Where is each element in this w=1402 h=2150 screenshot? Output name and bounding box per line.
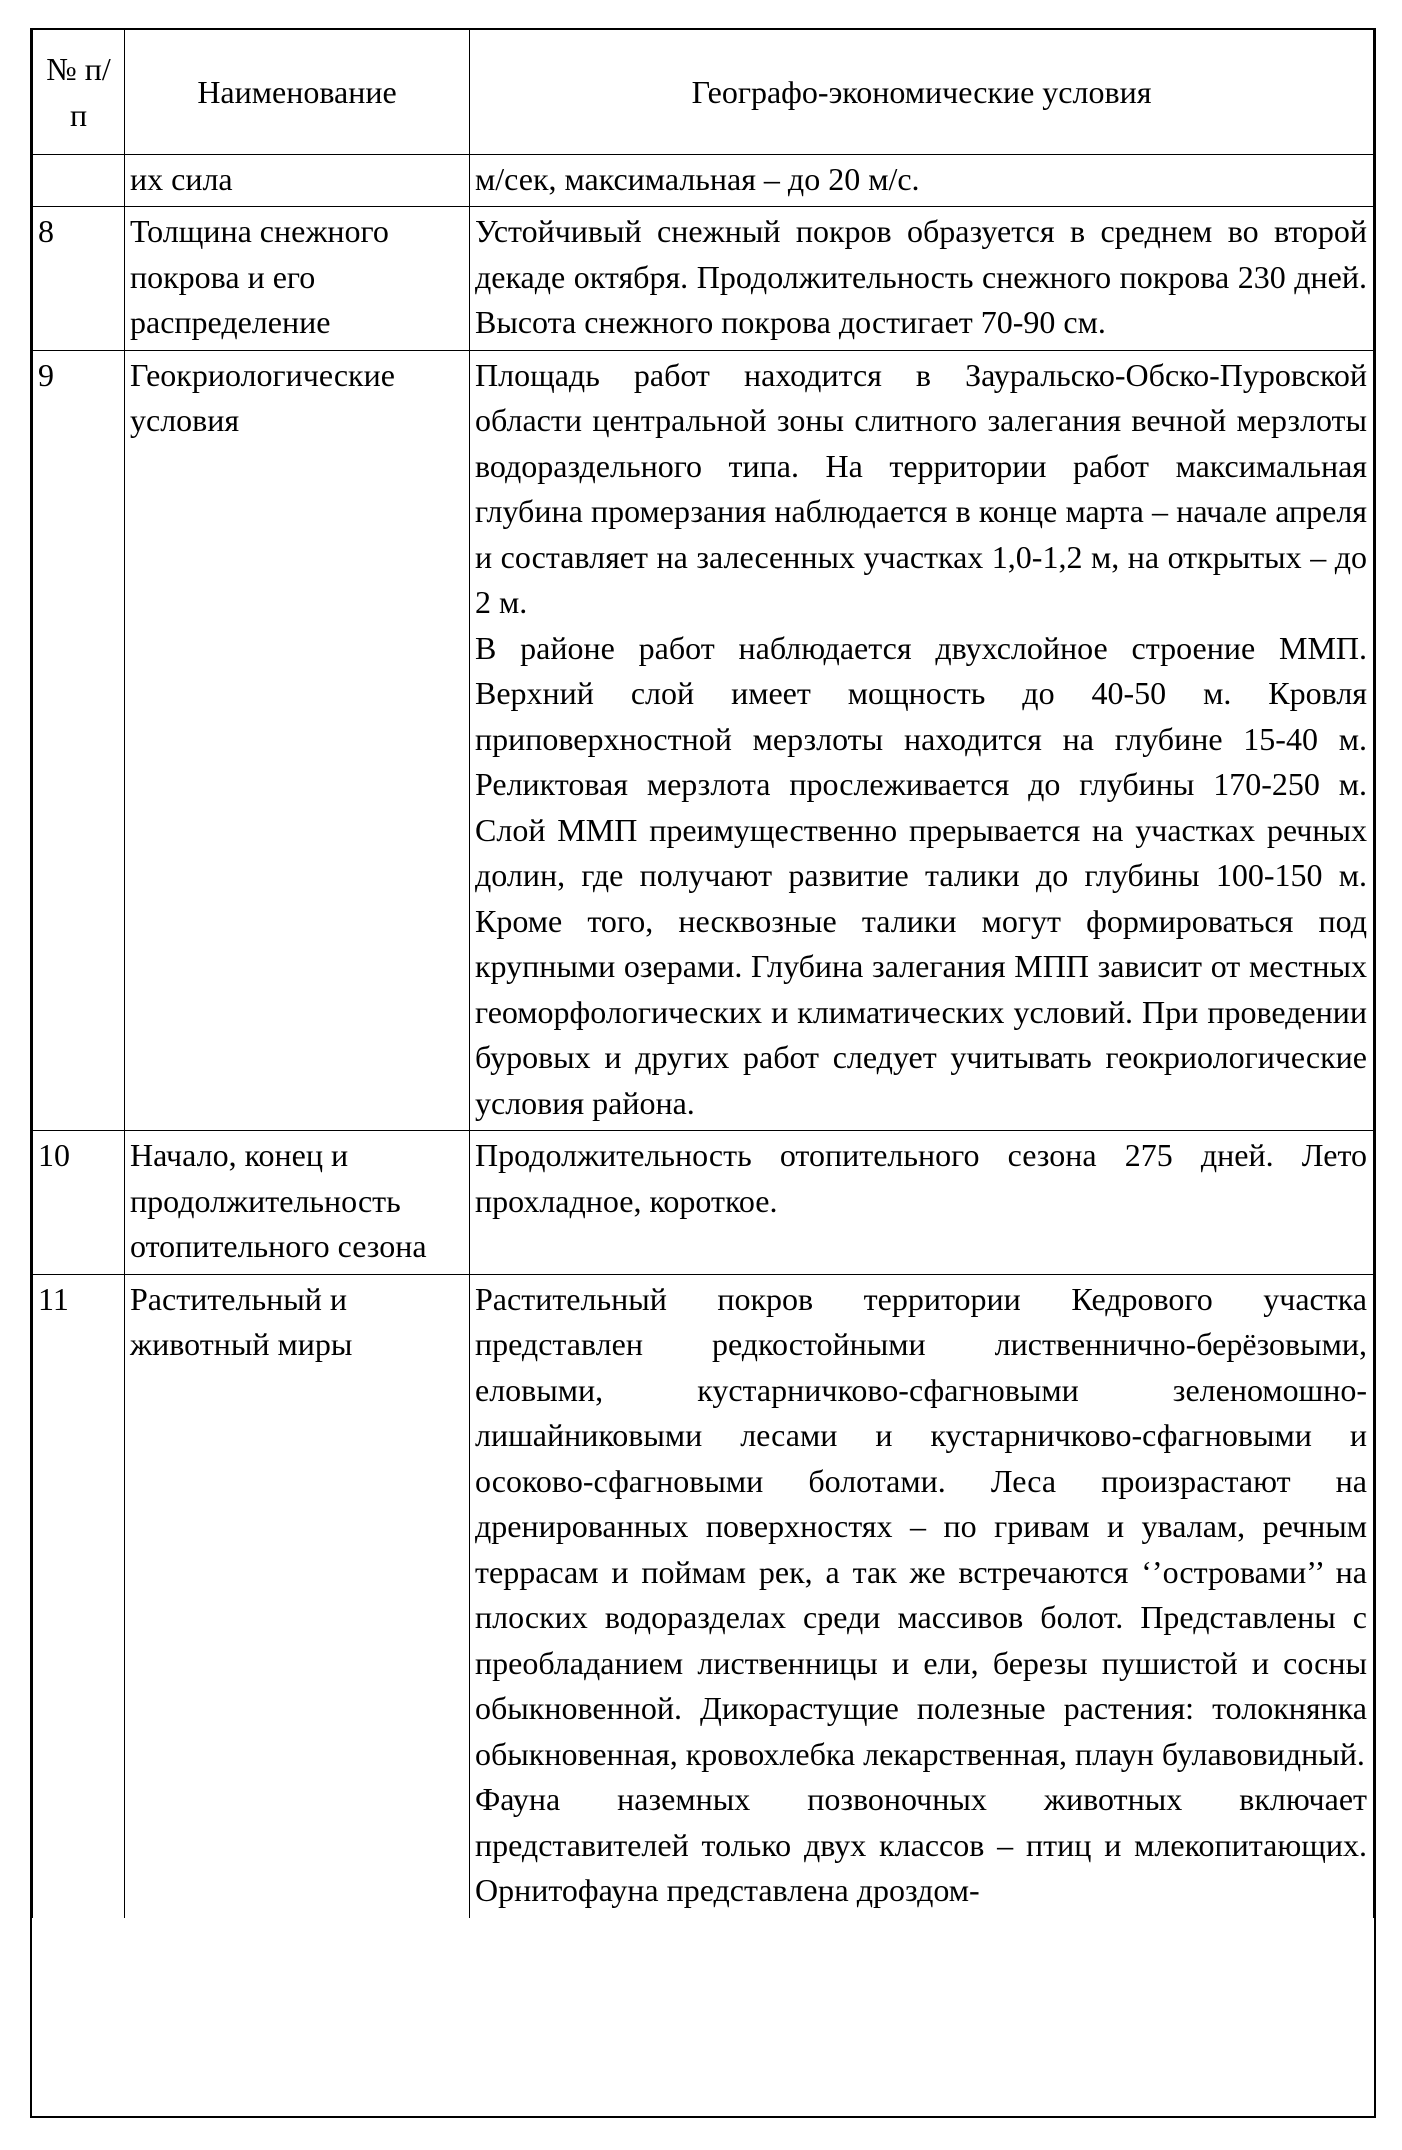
row-num: 11	[33, 1274, 125, 1918]
table-row	[33, 207, 1374, 351]
row-num: 9	[33, 350, 125, 1131]
row-num: 8	[33, 207, 125, 351]
description-paragraph: м/сек, максимальная – до 20 м/с.	[475, 160, 920, 197]
description-paragraph: Устойчивый снежный покров образуется в среднем во второй декаде октября. Продолжительность снежного покрова 230 дней. Высота снежного покрова достигает 70-90 см.	[475, 213, 1367, 340]
header-num: № п/п	[33, 30, 125, 154]
row-num	[33, 154, 125, 207]
row-name: Начало, конец и продолжительность отопительного сезона	[125, 1131, 470, 1275]
header-conditions: Географо-экономические условия	[470, 30, 1374, 154]
conditions-table	[32, 30, 1374, 1918]
row-name: их сила	[125, 154, 470, 207]
row-description	[470, 350, 1374, 1131]
row-num: 10	[33, 1131, 125, 1275]
document-page	[30, 28, 1376, 2118]
row-description	[470, 154, 1374, 207]
row-name: Геокриологические условия	[125, 350, 470, 1131]
row-description	[470, 1131, 1374, 1275]
row-name: Толщина снежного покрова и его распределение	[125, 207, 470, 351]
table-row	[33, 350, 1374, 1131]
description-paragraph: Фауна наземных позвоночных животных включает представителей только двух классов – птиц и млекопитающих. Орнитофауна представлена дроздом-	[475, 1781, 1367, 1908]
description-paragraph: Растительный покров территории Кедрового участка представлен редкостойными лиственнично-берёзовыми, еловыми, кустарничково-сфагновыми зеленомошно-лишайниковыми лесами и кустарничково-сфагновыми и осоково-сфагновыми болотами. Леса произрастают на дренированных поверхностях – по гривам и увалам, речным террасам и поймам рек, а так же встречаются ‘’островами’’ на плоских водоразделах среди массивов болот. Представлены с преобладанием лиственницы и ели, березы пушистой и сосны обыкновенной. Дикорастущие полезные растения: толокнянка обыкновенная, кровохлебка лекарственная, плаун булавовидный.	[475, 1280, 1367, 1772]
description-paragraph: В районе работ наблюдается двухслойное строение ММП. Верхний слой имеет мощность до 40-50 м. Кровля приповерхностной мерзлоты находится на глубине 15-40 м. Реликтовая мерзлота прослеживается до глубины 170-250 м. Слой ММП преимущественно прерывается на участках речных долин, где получают развитие талики до глубины 100-150 м. Кроме того, несквозные талики могут формироваться под крупными озерами. Глубина залегания МПП зависит от местных геоморфологических и климатических условий. При проведении буровых и других работ следует учитывать геокриологические условия района.	[475, 629, 1367, 1121]
table-row	[33, 1274, 1374, 1918]
row-description	[470, 207, 1374, 351]
header-name: Наименование	[125, 30, 470, 154]
table-header-row	[33, 30, 1374, 154]
row-name: Растительный и животный миры	[125, 1274, 470, 1918]
row-description	[470, 1274, 1374, 1918]
table-row	[33, 1131, 1374, 1275]
table-row	[33, 154, 1374, 207]
description-paragraph: Продолжительность отопительного сезона 275 дней. Лето прохладное, короткое.	[475, 1137, 1367, 1219]
description-paragraph: Площадь работ находится в Зауральско-Обско-Пуровской области центральной зоны слитного залегания вечной мерзлоты водораздельного типа. На территории работ максимальная глубина промерзания наблюдается в конце марта – начале апреля и составляет на залесенных участках 1,0-1,2 м, на открытых – до 2 м.	[475, 356, 1367, 620]
